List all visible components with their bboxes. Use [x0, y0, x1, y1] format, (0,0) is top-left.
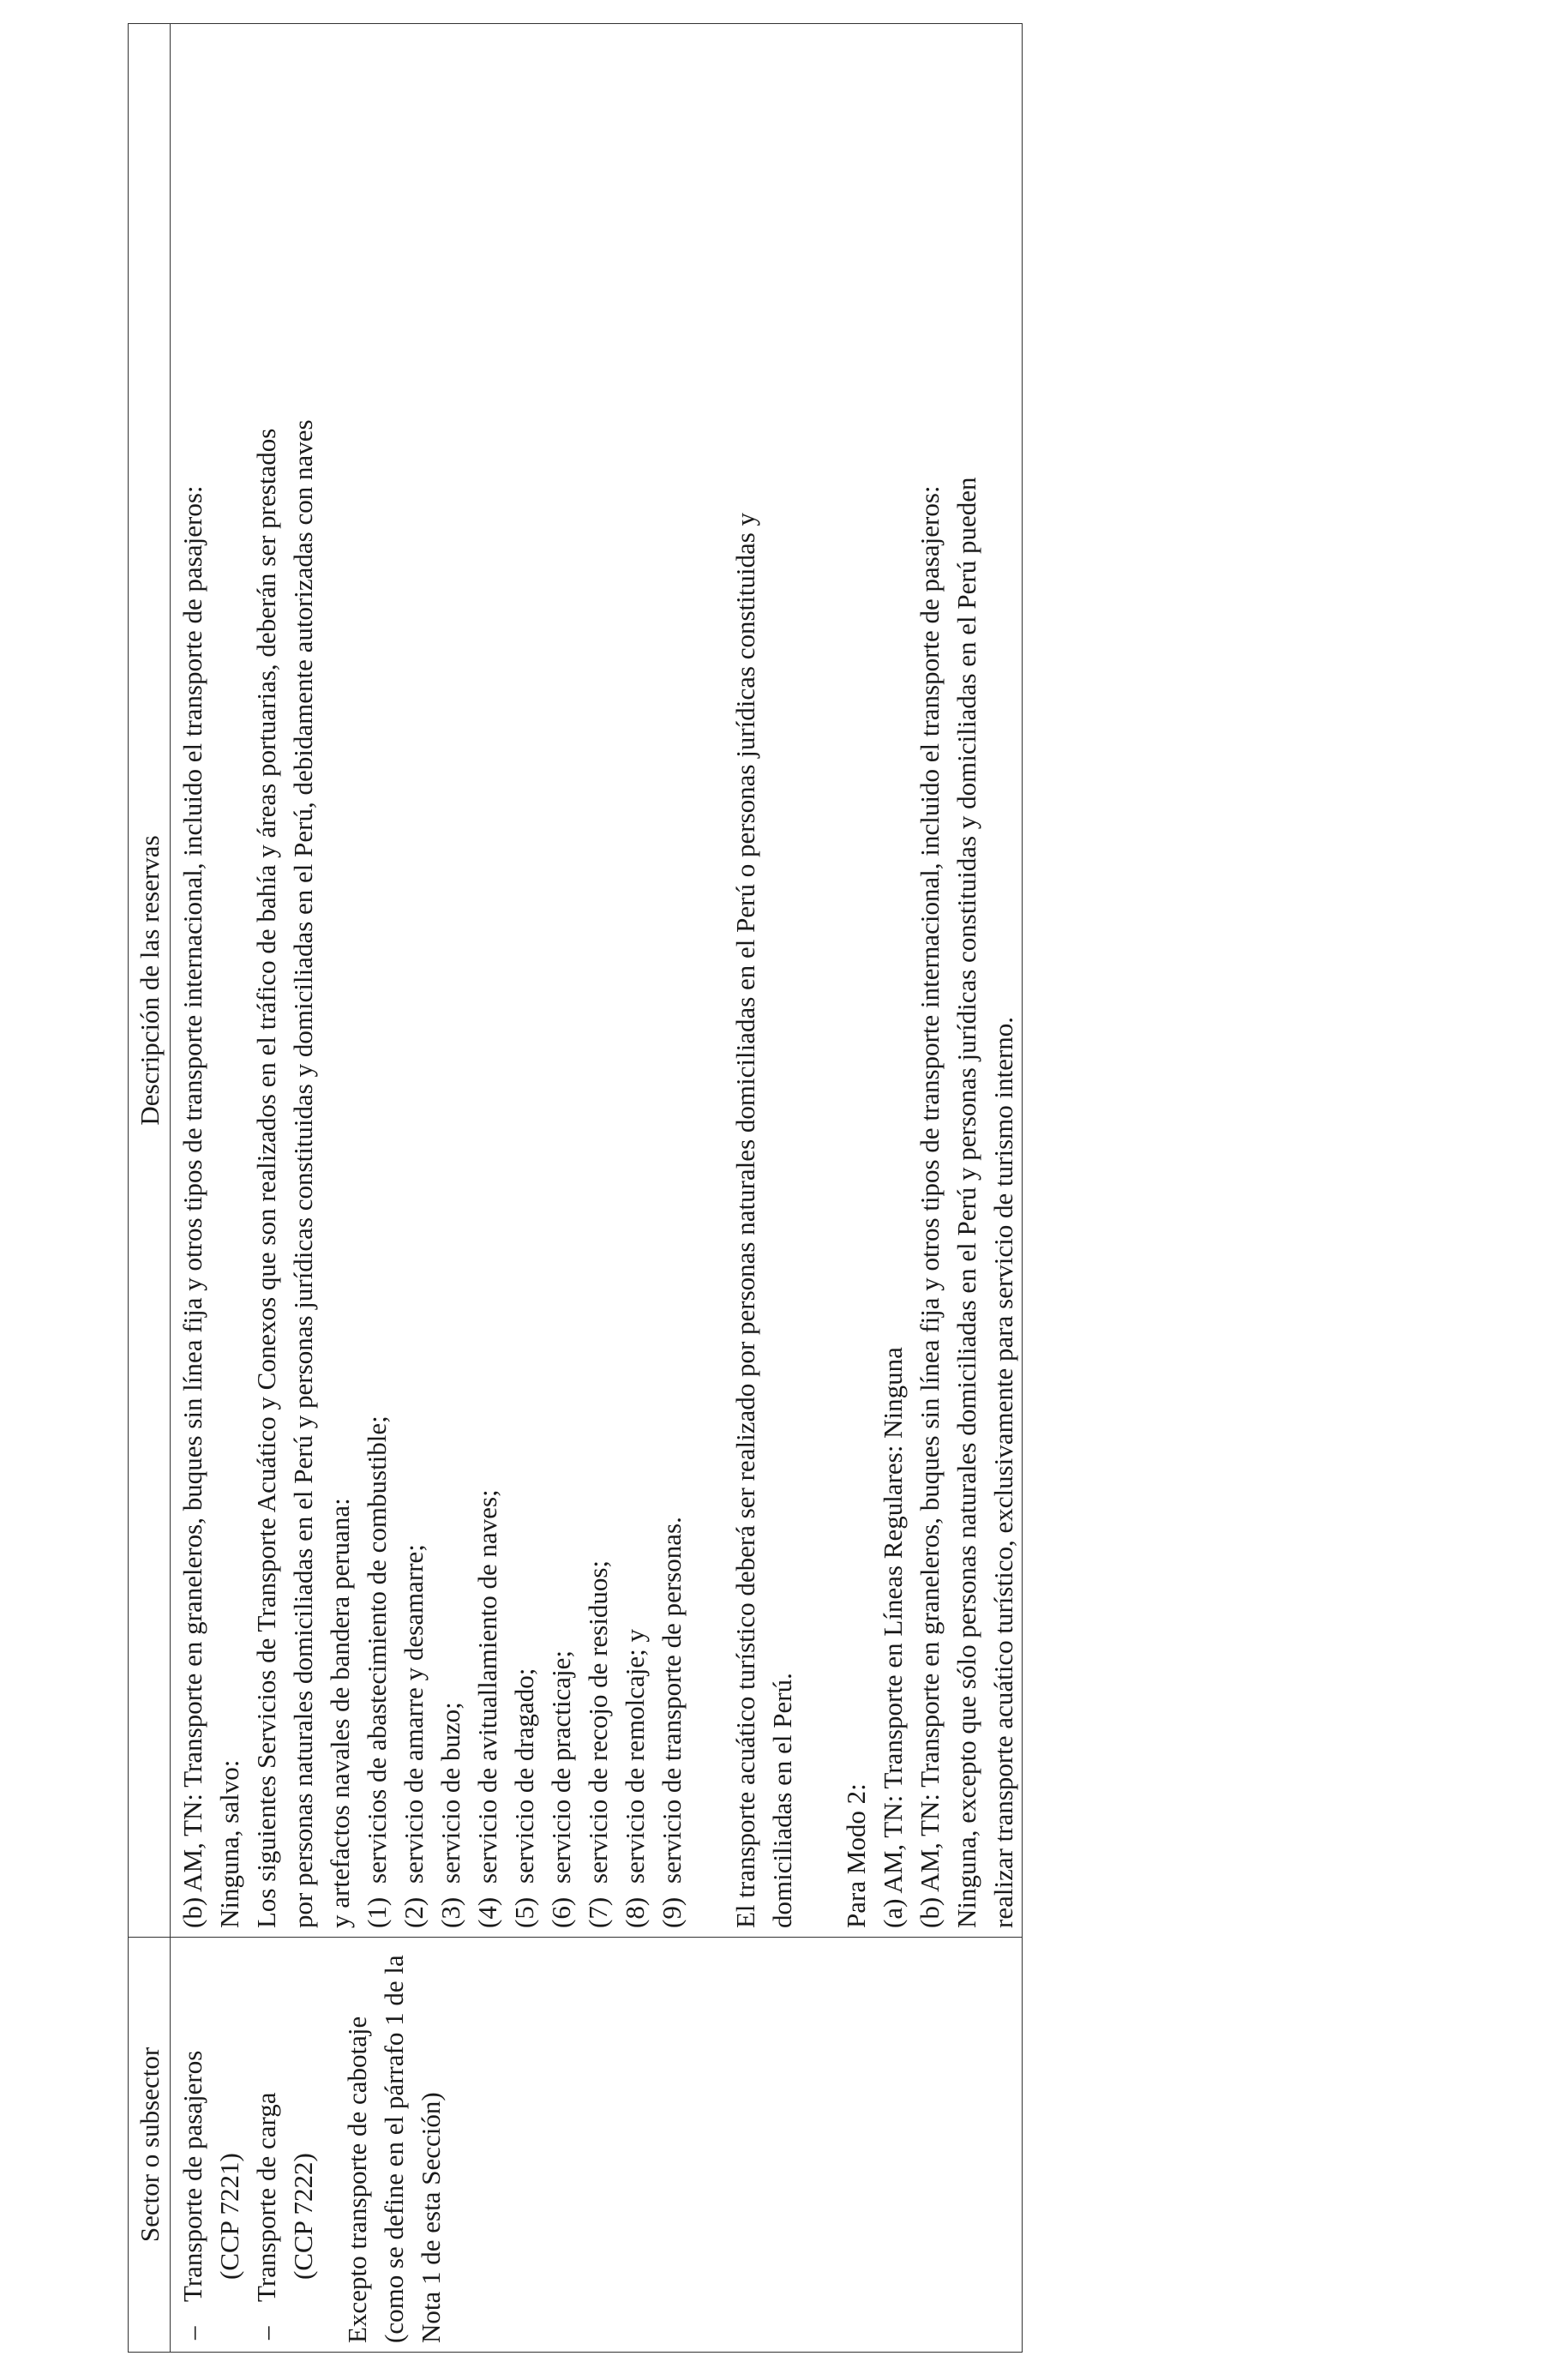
- list-item: (1) servicios de abastecimiento de combustible;: [362, 1415, 392, 1928]
- header-sector: Sector o subsector: [129, 1938, 171, 2353]
- list-item: (7) servicio de recojo de residuos;: [583, 1560, 613, 1928]
- description-line: y artefactos navales de bandera peruana:: [325, 1498, 355, 1928]
- tourism-paragraph: El transporte acuático turístico deberá ser realizado por personas naturales domiciliadas en el Perú o personas jurídicas constituidas y domiciliadas en el Perú.: [730, 512, 797, 1928]
- description-line: por personas naturales domiciliadas en el Perú y personas jurídicas constituidas y domiciliadas en el Perú, debidamente autorizadas con naves: [288, 419, 318, 1928]
- list-item: (9) servicio de transporte de personas.: [657, 1517, 687, 1928]
- table-row: [171, 24, 1023, 2353]
- list-item: (6) servicio de practicaje;: [546, 1650, 576, 1928]
- sector-item-passengers: [174, 1946, 248, 2343]
- list-item: (3) servicio de buzo;: [435, 1702, 465, 1928]
- description-cell: [171, 24, 1023, 1938]
- sector-code: (CCP 7221): [214, 2153, 244, 2280]
- list-item: (4) servicio de avituallamiento de naves;: [472, 1489, 502, 1928]
- description-line: Los siguientes Servicios de Transporte Acuático y Conexos que son realizados en el tráfico de bahía y áreas portuarias, deberán ser prestados: [251, 428, 281, 1928]
- sector-item-cargo: [248, 1946, 321, 2343]
- list-item: (8) servicio de remolcaje; y: [620, 1629, 650, 1928]
- modo2-block: Para Modo 2: (a) AM, TN: Transporte en Líneas Regulares: Ninguna (b) AM, TN: Transporte en graneleros, buques sin línea fija y otros tipos de transporte internacional, incluido el transporte de pasajeros: Ninguna, excepto que sólo personas naturales domiciliadas en el Perú y personas jurídicas constituidas y domiciliadas en el Perú pueden realizar transporte acuático turístico, exclusivamente para servicio de turismo interno.: [837, 33, 1022, 1928]
- description-line: Ninguna, salvo:: [214, 1759, 244, 1928]
- sector-code: (CCP 7222): [288, 2153, 318, 2280]
- modo2-title: Para Modo 2:: [841, 1783, 871, 1928]
- header-description: Descripción de las reservas: [129, 24, 171, 1938]
- sector-label: Transporte de carga: [251, 2092, 281, 2302]
- list-item: (5) servicio de dragado;: [509, 1668, 539, 1928]
- services-list: [358, 33, 690, 1928]
- reservations-table: [128, 23, 1023, 2353]
- sector-label: Transporte de pasajeros: [177, 2050, 207, 2302]
- rotated-page: [128, 24, 1018, 2353]
- description-line: (b) AM, TN: Transporte en graneleros, buques sin línea fija y otros tipos de transporte internacional, incluido el transporte de pasajeros:: [177, 485, 207, 1928]
- list-item: (2) servicio de amarre y desamarre;: [399, 1544, 429, 1928]
- list-dash: –: [177, 2326, 207, 2340]
- sector-exception-note: Excepto transporte de cabotaje (como se define en el párrafo 1 de la Nota 1 de esta Sección): [342, 1955, 446, 2343]
- table-header-row: [129, 24, 171, 2353]
- list-dash: –: [251, 2326, 281, 2340]
- sector-cell: [171, 1938, 1023, 2353]
